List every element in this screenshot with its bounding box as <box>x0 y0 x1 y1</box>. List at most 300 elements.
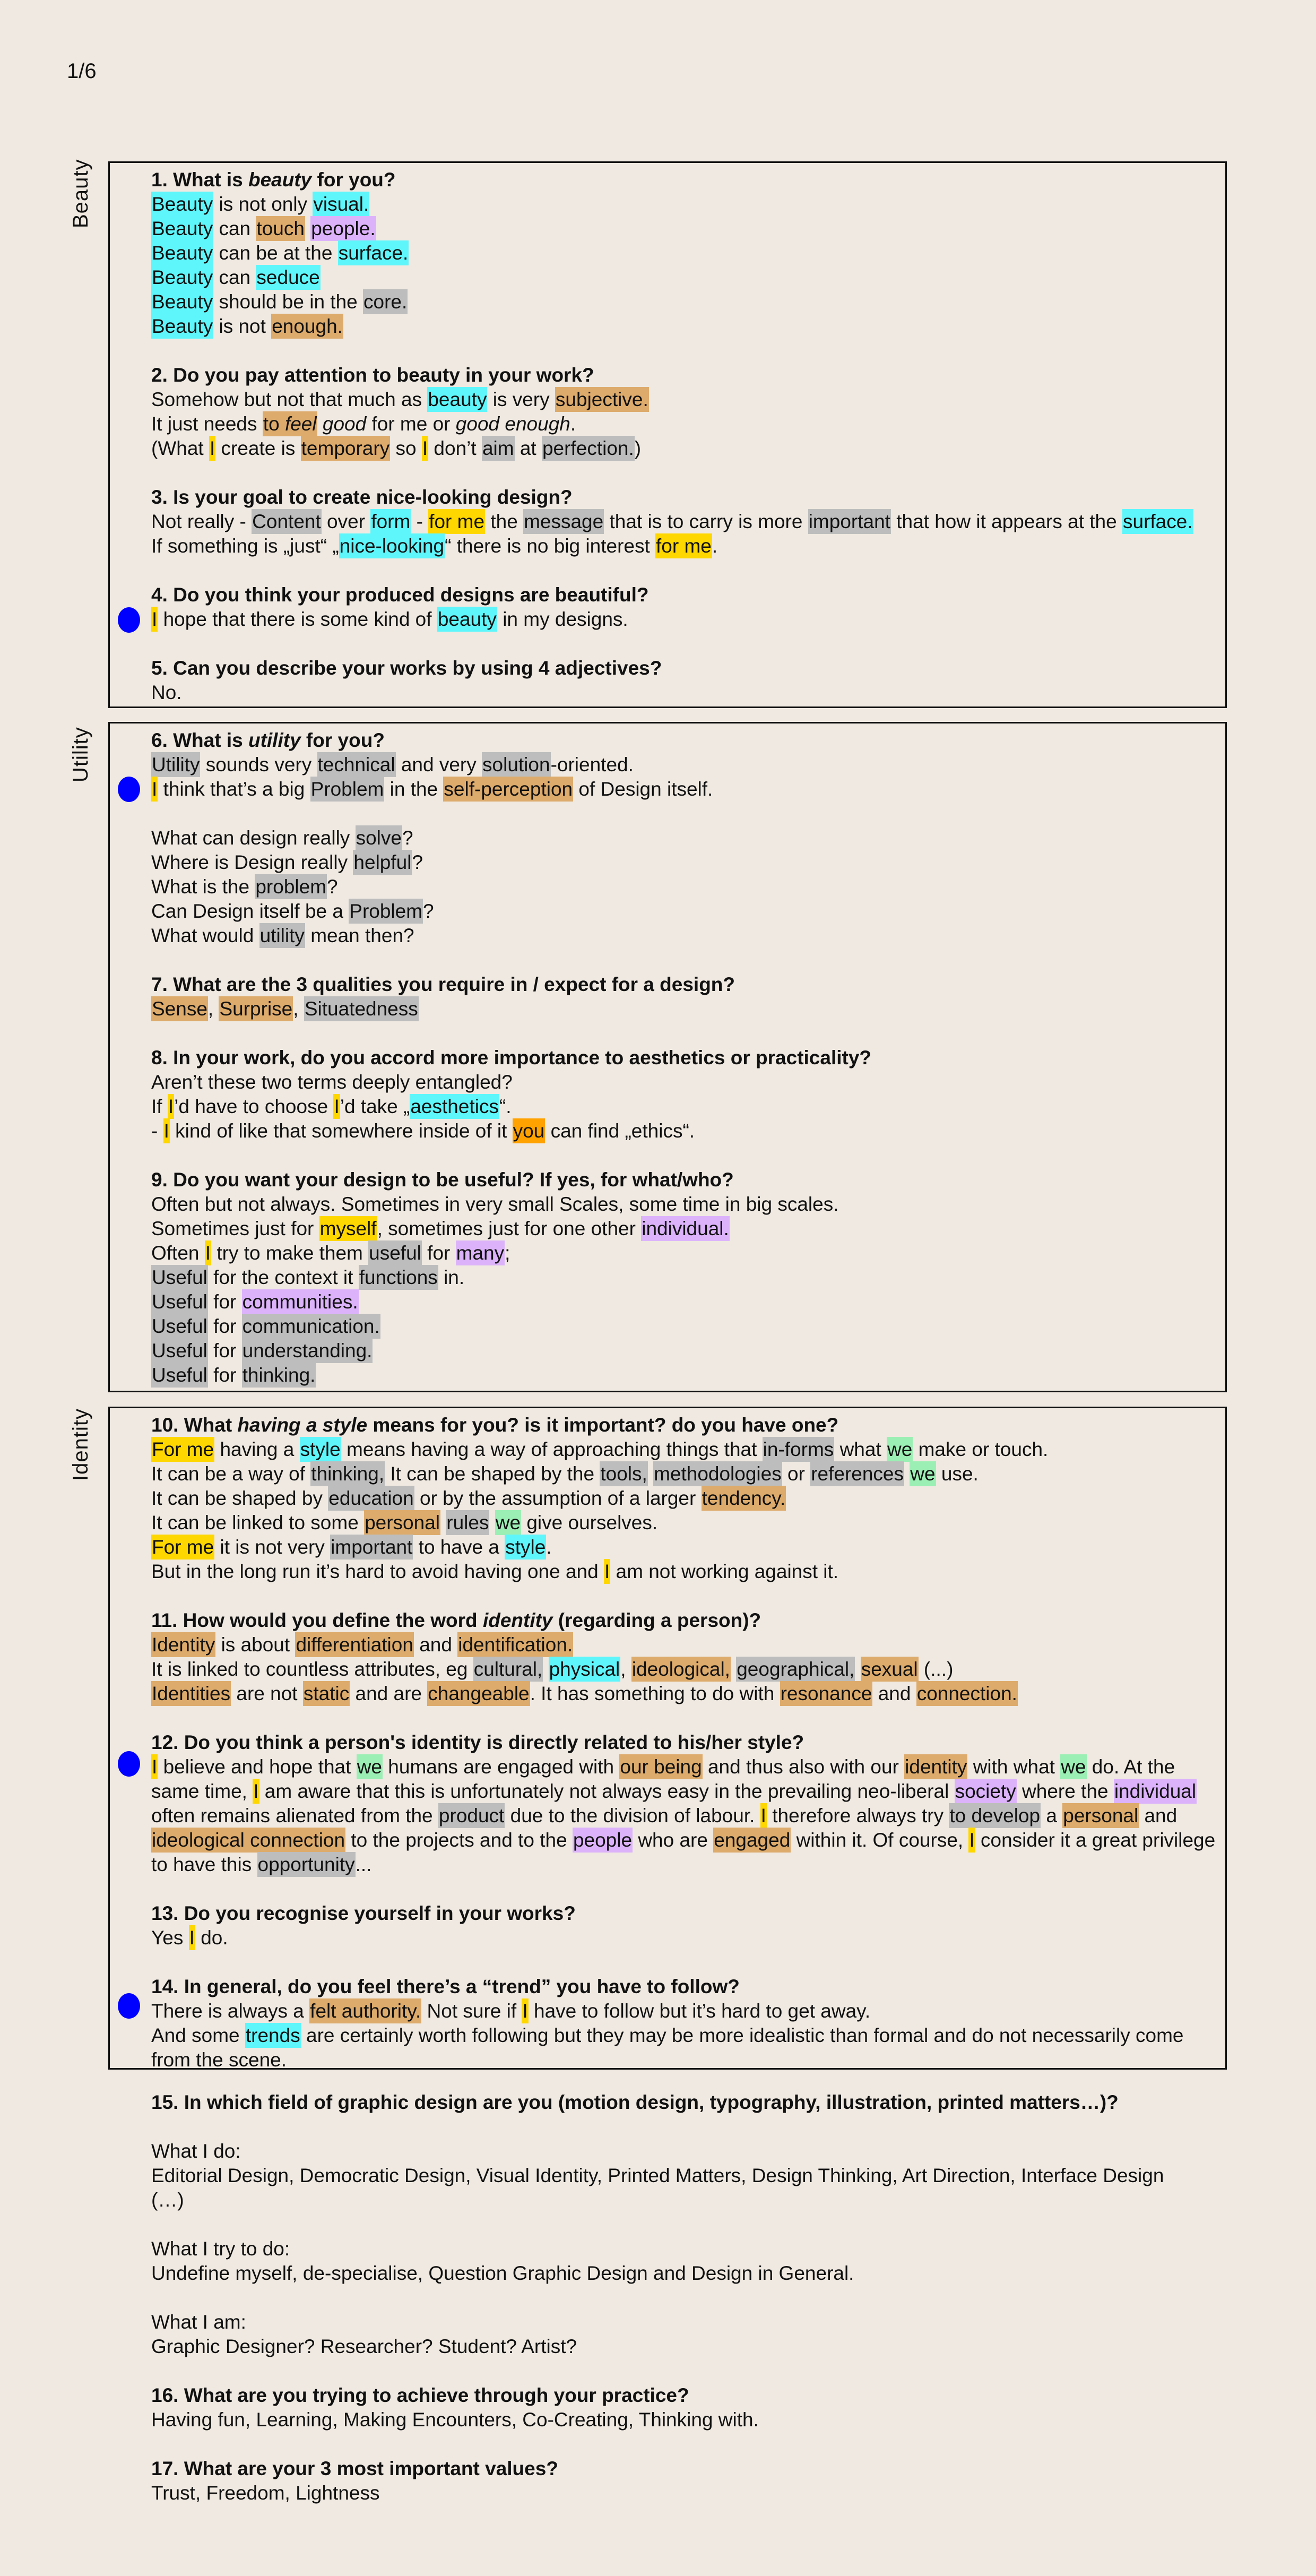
hl-word: helpful <box>353 850 412 875</box>
txt: give ourselves. <box>526 1512 658 1533</box>
txt: kind of like that somewhere inside of it <box>175 1120 507 1142</box>
txt: - <box>151 1120 158 1142</box>
txt: What would <box>151 925 254 946</box>
hl-word: Useful <box>151 1338 208 1363</box>
q6-num: 6. What is <box>151 729 248 751</box>
txt: for <box>213 1364 237 1386</box>
txt: consider it a great privilege to have this <box>151 1829 1216 1875</box>
hl-word: I <box>151 777 158 802</box>
txt: a <box>1046 1805 1057 1827</box>
hl-word: I <box>760 1803 767 1828</box>
hl-word: myself <box>319 1216 377 1241</box>
hl-word: geographical, <box>736 1657 855 1682</box>
question-7: 7. What are the 3 qualities you require in / expect for a design? <box>151 973 735 995</box>
txt: having a <box>220 1438 295 1460</box>
txt: what <box>839 1438 881 1460</box>
answer-1-line <box>151 192 1223 217</box>
txt: ; <box>505 1242 510 1264</box>
section-label-beauty: Beauty <box>69 159 92 228</box>
txt: who are <box>638 1829 708 1851</box>
txt: . <box>546 1536 552 1558</box>
txt: to have a <box>418 1536 499 1558</box>
hl-word: I <box>422 436 428 461</box>
answer-6-line <box>151 777 1223 802</box>
hl-word: beauty <box>427 387 487 412</box>
hl-word: enough. <box>271 314 343 339</box>
txt: What can design really <box>151 827 350 849</box>
txt: in. <box>444 1267 465 1288</box>
txt: have to follow but it’s hard to get away. <box>534 2000 871 2022</box>
txt: for the context it <box>213 1267 353 1288</box>
txt: is very <box>492 389 550 410</box>
answer-17: Trust, Freedom, Lightness <box>151 2482 380 2504</box>
txt: , sometimes just for one other <box>377 1218 636 1239</box>
answer-9-line <box>151 1290 1223 1314</box>
hl-word: many <box>456 1240 505 1265</box>
marker-dot-q6 <box>118 777 140 802</box>
hl-word: individual <box>1114 1779 1197 1804</box>
hl-word: problem <box>255 874 327 899</box>
q10-em: having a style <box>237 1414 368 1436</box>
txt: do. <box>201 1927 228 1949</box>
txt: ? <box>412 851 423 873</box>
hl-word: we <box>910 1461 936 1486</box>
txt: it is not very <box>220 1536 325 1558</box>
hl-word: ideological connection <box>151 1828 345 1853</box>
hl-word: subjective. <box>555 387 649 412</box>
answer-3-line <box>151 510 1223 534</box>
section-beauty-content <box>151 168 1223 705</box>
txt: do. At the same time, <box>151 1756 1175 1802</box>
question-6 <box>151 728 1223 753</box>
q10-rest: means for you? is it important? do you have one? <box>367 1414 839 1436</box>
hl-word: communities. <box>242 1289 359 1314</box>
answer-9-line <box>151 1241 1223 1265</box>
hl-word: self-perception <box>443 777 573 802</box>
hl-word: Problem <box>349 899 423 924</box>
txt: Often <box>151 1242 200 1264</box>
txt: mean then? <box>310 925 414 946</box>
answer-6-line <box>151 826 1223 850</box>
txt: hope that there is some kind of <box>163 608 432 630</box>
hl-word: I <box>968 1828 975 1853</box>
answer-2-line <box>151 412 1223 436</box>
hl-word: style <box>505 1535 546 1560</box>
answer-6-line <box>151 875 1223 899</box>
txt: ? <box>402 827 413 849</box>
q15-try-label: What I try to do: <box>151 2238 290 2260</box>
hl-word: I <box>151 1754 158 1779</box>
txt: the <box>490 511 518 532</box>
hl-word: I <box>189 1925 195 1950</box>
hl-word: core. <box>363 289 408 314</box>
answer-10-line <box>151 1511 1223 1535</box>
txt: and <box>878 1683 911 1704</box>
txt: is not <box>219 315 266 337</box>
answer-6-line <box>151 899 1223 924</box>
answer-1 <box>151 192 1223 339</box>
hl-word: understanding. <box>242 1338 373 1363</box>
hl-word: Identity <box>151 1632 215 1657</box>
q15-do-label: What I do: <box>151 2140 241 2162</box>
answer-10-line <box>151 1437 1223 1462</box>
hl-word: useful <box>368 1240 422 1265</box>
answer-8-line <box>151 1119 1223 1143</box>
answer-16: Having fun, Learning, Making Encounters, Co-Creating, Thinking with. <box>151 2409 759 2431</box>
q15-try-text: Undefine myself, de-specialise, Question Graphic Design and Design in General. <box>151 2262 854 2284</box>
txt: or by the assumption of a larger <box>420 1487 696 1509</box>
section-label-utility: Utility <box>69 727 92 782</box>
txt: It can be shaped by <box>151 1487 323 1509</box>
hl-word: felt authority. <box>309 1998 421 2023</box>
txt: But in the long run it’s hard to avoid having one and <box>151 1561 599 1582</box>
hl-word: engaged <box>713 1828 791 1853</box>
question-13: 13. Do you recognise yourself in your works? <box>151 1902 576 1924</box>
txt: for <box>213 1291 237 1313</box>
answer-6-line <box>151 850 1223 875</box>
txt: “ there is no big interest <box>445 535 650 557</box>
hl-word: thinking. <box>242 1363 316 1388</box>
answer-9-line <box>151 1363 1223 1388</box>
hl-word: Useful <box>151 1314 208 1339</box>
txt: If <box>151 1096 162 1117</box>
hl-word: surface. <box>338 240 409 265</box>
txt: over <box>327 511 366 532</box>
q1-rest: for you? <box>311 169 396 191</box>
hl-word: seduce <box>256 265 320 290</box>
txt: What is the <box>151 876 250 898</box>
txt: in the <box>389 778 438 800</box>
hl-word: nice-looking <box>339 533 445 558</box>
txt: It can be a way of <box>151 1463 306 1485</box>
hl-word: temporary <box>301 436 391 461</box>
hl-word: I <box>604 1559 610 1584</box>
hl-word: form <box>370 509 411 534</box>
answer-9-line: Often but not always. Sometimes in very small Scales, some time in big scales. <box>151 1193 839 1215</box>
hl-word: identity <box>904 1754 967 1779</box>
marker-dot-q12 <box>118 1751 140 1777</box>
question-5: 5. Can you describe your works by using 4 adjectives? <box>151 657 662 679</box>
txt: that how it appears at the <box>896 511 1117 532</box>
answer-14-line <box>151 2023 1218 2072</box>
txt: ? <box>423 900 434 922</box>
answer-4-line <box>151 607 1223 632</box>
answer-10-line <box>151 1560 1223 1584</box>
txt: use. <box>941 1463 979 1485</box>
hl-word: Useful <box>151 1265 208 1290</box>
question-12: 12. Do you think a person's identity is directly related to his/her style? <box>151 1731 804 1753</box>
txt: Not sure if <box>427 2000 517 2022</box>
txt: . <box>712 535 718 557</box>
txt: ? <box>327 876 338 898</box>
hl-word: aim <box>482 436 515 461</box>
hl-word: communication. <box>242 1314 380 1339</box>
hl-word: methodologies <box>653 1461 782 1486</box>
hl-word: connection. <box>916 1681 1018 1706</box>
txt: for <box>213 1315 237 1337</box>
answer-9-line <box>151 1217 1223 1241</box>
txt: It just needs <box>151 413 257 435</box>
answer-6-line <box>151 753 1223 777</box>
txt: with what <box>973 1756 1055 1778</box>
hl-word: physical <box>549 1657 621 1682</box>
txt: , <box>620 1658 626 1680</box>
q15-am-label: What I am: <box>151 2311 246 2333</box>
hl-word: ideological, <box>631 1657 731 1682</box>
section-utility-content <box>151 728 1223 1388</box>
answer-9-line <box>151 1339 1223 1363</box>
txt: are not <box>236 1683 298 1704</box>
answer-1-line <box>151 314 1223 339</box>
hl-word: trends <box>245 2023 301 2048</box>
q1-em: beauty <box>248 169 312 191</box>
hl-word: I <box>522 1998 528 2023</box>
hl-word: for me <box>428 509 485 534</box>
txt: is not only <box>219 193 308 215</box>
hl-word: important <box>808 509 891 534</box>
question-11 <box>151 1608 1223 1633</box>
hl-word: surface. <box>1122 509 1193 534</box>
txt: of Design itself. <box>578 778 713 800</box>
answer-3-line <box>151 534 1223 558</box>
hl-word: I <box>209 436 215 461</box>
txt: (What <box>151 437 204 459</box>
hl-word: people <box>573 1828 633 1853</box>
hl-word: functions <box>359 1265 438 1290</box>
section-identity-content <box>151 1413 1223 2072</box>
hl-word: Beauty <box>151 314 213 339</box>
hl-word: visual. <box>313 192 369 217</box>
q10-num: 10. What <box>151 1414 238 1436</box>
answer-11-line <box>151 1682 1223 1706</box>
hl-word: product <box>438 1803 505 1828</box>
q6-rest: for you? <box>300 729 385 751</box>
hl-word: individual. <box>641 1216 730 1241</box>
txt: Can Design itself be a <box>151 900 343 922</box>
hl-word: I <box>333 1094 340 1119</box>
question-14: 14. In general, do you feel there’s a “trend” you have to follow? <box>151 1976 740 1997</box>
answer-13 <box>151 1926 1223 1950</box>
txt: If something is „just“ „ <box>151 535 339 557</box>
hl-word: references <box>810 1461 904 1486</box>
hl-word: changeable <box>427 1681 530 1706</box>
q15-am-text: Graphic Designer? Researcher? Student? Artist? <box>151 2336 577 2357</box>
txt: to <box>263 413 285 435</box>
hl-word: I <box>151 607 158 632</box>
txt: ’d have to choose <box>174 1096 328 1117</box>
question-4: 4. Do you think your produced designs are beautiful? <box>151 584 649 606</box>
answer-14-line <box>151 1999 1223 2023</box>
txt: . It has something to do with <box>530 1683 775 1704</box>
hl-word: utility <box>259 923 305 948</box>
hl-word: in-forms <box>763 1437 835 1462</box>
txt: and <box>419 1634 452 1656</box>
txt: means having a way of approaching things that <box>347 1438 757 1460</box>
hl-word: beauty <box>437 607 497 632</box>
question-16: 16. What are you trying to achieve through your practice? <box>151 2384 689 2406</box>
answer-8-line: Aren’t these two terms deeply entangled? <box>151 1071 513 1093</box>
answer-8-line <box>151 1095 1223 1119</box>
hl-word: Useful <box>151 1289 208 1314</box>
txt: that is to carry is more <box>609 511 803 532</box>
answer-1-line <box>151 217 1223 241</box>
txt-italic: good <box>322 413 367 435</box>
hl-word: to develop <box>949 1803 1041 1828</box>
hl-word: we <box>357 1754 383 1779</box>
hl-word: perfection. <box>542 436 635 461</box>
hl-word: Identities <box>151 1681 231 1706</box>
txt: for <box>427 1242 451 1264</box>
question-3: 3. Is your goal to create nice-looking design? <box>151 486 573 508</box>
question-15: 15. In which field of graphic design are you (motion design, typography, illustration, printed matters…)? <box>151 2091 1119 2113</box>
hl-word: Beauty <box>151 265 213 290</box>
txt: create is <box>221 437 296 459</box>
hl-word: identification. <box>457 1632 573 1657</box>
txt: Sometimes just for <box>151 1218 314 1239</box>
hl-word: I <box>168 1094 174 1119</box>
txt: can find „ethics“. <box>550 1120 695 1142</box>
txt: . <box>570 413 576 435</box>
txt: don’t <box>434 437 477 459</box>
txt: where the <box>1022 1780 1109 1802</box>
question-9: 9. Do you want your design to be useful? If yes, for what/who? <box>151 1169 734 1191</box>
hl-word: Surprise <box>219 996 293 1021</box>
hl-word: solution <box>482 752 551 777</box>
marker-dot-q14 <box>118 1993 140 2019</box>
section-open-content <box>151 2090 1223 2505</box>
hl-word: I <box>205 1240 211 1265</box>
hl-word: static <box>303 1681 350 1706</box>
txt: It can be shaped by the <box>390 1463 595 1485</box>
section-label-identity: Identity <box>69 1408 92 1481</box>
hl-word: touch <box>256 216 305 241</box>
txt: Not really - <box>151 511 246 532</box>
txt: And some <box>151 2024 240 2046</box>
txt: It is linked to countless attributes, eg <box>151 1658 468 1680</box>
q6-em: utility <box>248 729 301 751</box>
hl-word: For me <box>151 1437 214 1462</box>
hl-word: society <box>955 1779 1017 1804</box>
txt: am not working against it. <box>616 1561 839 1582</box>
hl-word: I <box>253 1779 259 1804</box>
q1-num: 1. What is <box>151 169 248 191</box>
txt: can be at the <box>219 242 333 264</box>
hl-word: Situatedness <box>304 996 419 1021</box>
txt: It can be linked to some <box>151 1512 359 1533</box>
txt: ’d take „ <box>340 1096 410 1117</box>
hl-word: For me <box>151 1535 214 1560</box>
answer-6-line <box>151 924 1223 948</box>
txt: Yes <box>151 1927 184 1949</box>
txt: or <box>787 1463 805 1485</box>
txt: to the projects and to the <box>351 1829 567 1851</box>
q11-num: 11. How would you define the word <box>151 1609 483 1631</box>
txt: am aware that this is unfortunately not always easy in the prevailing neo-liberal <box>264 1780 949 1802</box>
question-1 <box>151 168 1223 192</box>
txt: -oriented. <box>550 754 634 776</box>
txt: Somehow but not that much as <box>151 389 422 410</box>
txt: ) <box>634 437 642 459</box>
txt: so <box>395 437 417 459</box>
hl-word: rules <box>446 1510 489 1535</box>
txt: in my designs. <box>503 608 628 630</box>
txt: is about <box>221 1634 290 1656</box>
txt: and are <box>355 1683 422 1704</box>
txt: due to the division of labour. <box>510 1805 755 1827</box>
txt: are certainly worth following but they may be more idealistic than formal and do not necessarily come from the scene. <box>151 2024 1184 2071</box>
page-number: 1/6 <box>67 59 97 83</box>
answer-10-line <box>151 1535 1223 1560</box>
txt: make or touch. <box>918 1438 1049 1460</box>
hl-word: style <box>300 1437 341 1462</box>
txt: ... <box>355 1854 372 1875</box>
hl-word: education <box>328 1486 414 1511</box>
txt: often remains alienated from the <box>151 1805 433 1827</box>
hl-word: aesthetics <box>410 1094 499 1119</box>
txt: for me or <box>371 413 451 435</box>
txt: and very <box>401 754 477 776</box>
hl-word: I <box>163 1118 170 1143</box>
answer-11-line <box>151 1657 1223 1682</box>
q11-rest: (regarding a person)? <box>552 1609 761 1631</box>
hl-word: tools, <box>600 1461 647 1486</box>
hl-word: Utility <box>151 752 200 777</box>
hl-word: Useful <box>151 1363 208 1388</box>
hl-word: sexual <box>861 1657 919 1682</box>
hl-word: cultural, <box>473 1657 543 1682</box>
txt: (...) <box>923 1658 954 1680</box>
answer-11-line <box>151 1633 1223 1657</box>
hl-word: resonance <box>780 1681 873 1706</box>
answer-7: Sense, Surprise, Situatedness <box>151 997 1223 1021</box>
txt: believe and hope that <box>163 1756 351 1778</box>
txt: “. <box>499 1096 512 1117</box>
txt: can <box>219 218 251 239</box>
hl-word: thinking, <box>310 1461 385 1486</box>
txt: sounds very <box>205 754 312 776</box>
hl-word: personal <box>364 1510 440 1535</box>
hl-word: personal <box>1062 1803 1139 1828</box>
txt: can <box>219 266 251 288</box>
answer-2-line <box>151 387 1223 412</box>
answer-9-line <box>151 1265 1223 1290</box>
txt: should be in the <box>219 291 358 313</box>
hl-word: solve <box>356 825 402 850</box>
hl-word: opportunity <box>257 1852 356 1877</box>
txt: humans are engaged with <box>388 1756 614 1778</box>
hl-word: Beauty <box>151 289 213 314</box>
hl-word: our being <box>619 1754 702 1779</box>
hl-word: we <box>1060 1754 1086 1779</box>
txt-italic: good enough <box>455 413 570 435</box>
question-2: 2. Do you pay attention to beauty in your work? <box>151 364 594 386</box>
answer-1-line <box>151 241 1223 265</box>
hl-word: differentiation <box>295 1632 413 1657</box>
hl-word: message <box>523 509 604 534</box>
question-17: 17. What are your 3 most important values? <box>151 2458 558 2479</box>
txt: try to make them <box>217 1242 363 1264</box>
answer-5: No. <box>151 682 182 703</box>
txt: think that’s a big <box>163 778 305 800</box>
hl-word: tendency. <box>702 1486 786 1511</box>
hl-word: important <box>330 1535 413 1560</box>
hl-word: Content <box>252 509 322 534</box>
txt-italic: feel <box>284 413 317 435</box>
answer-1-line <box>151 265 1223 290</box>
hl-word: Sense <box>151 996 208 1021</box>
txt: and thus also with our <box>707 1756 899 1778</box>
hl-word: we <box>887 1437 913 1462</box>
